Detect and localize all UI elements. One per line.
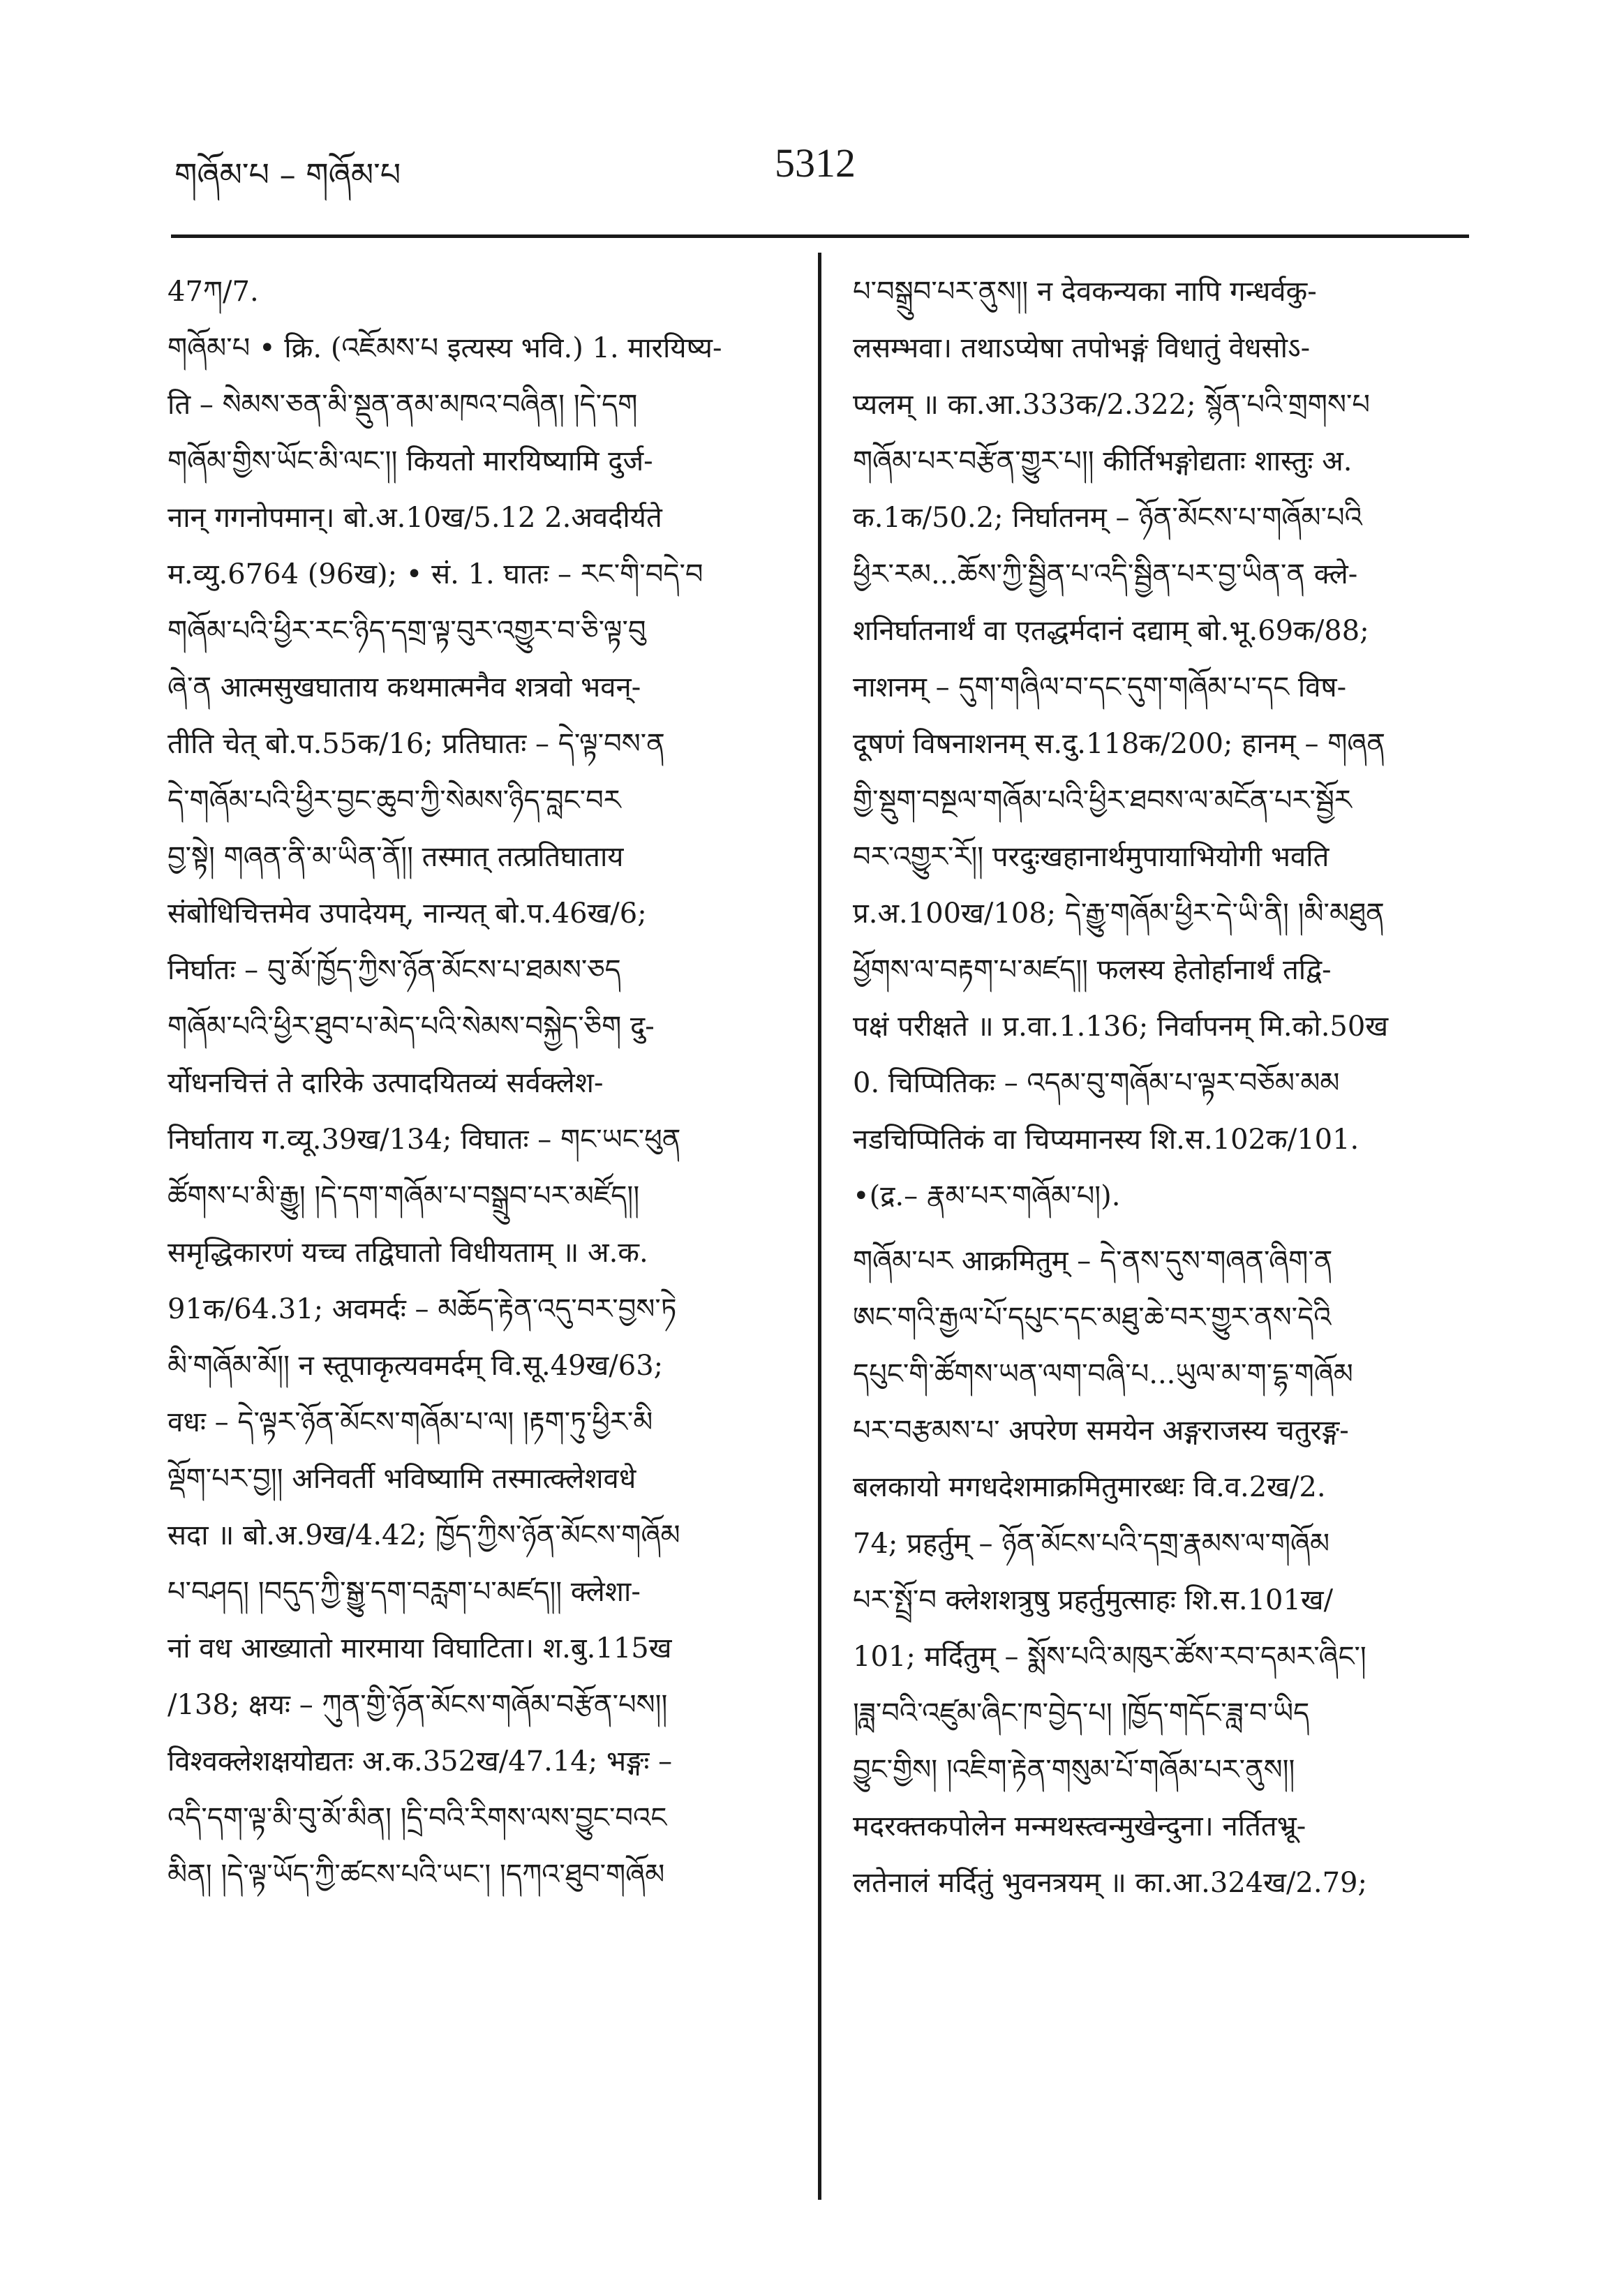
text-line: ལྡོག་པར་བྱ།། अनिवर्ती भविष्यामि तस्मात्क्लेशवधे — [167, 1463, 636, 1495]
text-line: པ་བཤད། །བདུད་ཀྱི་སྒྱུ་དག་བརླག་པ་མཛད།། क्लेशा- — [167, 1576, 641, 1608]
text-line: 0. चिप्पितिकः – འདམ་བུ་གཞོམ་པ་ལྟར་བཅོམ་མམ — [853, 1067, 1340, 1099]
text-line: པ་བསྒྲུབ་པར་ནུས།། न देवकन्यका नापि गन्धर्वकु- — [853, 276, 1317, 308]
text-line: नाशनम् – དུག་གཞིལ་བ་དང་དུག་གཞོམ་པ་དང विष- — [853, 671, 1347, 703]
text-line: དེ་གཞོམ་པའི་ཕྱིར་བྱང་ཆུབ་ཀྱི་སེམས་ཉིད་བླང་བར — [167, 784, 621, 817]
text-line: नडचिप्पितिकं वा चिप्यमानस्य शि.स.102क/101. — [853, 1124, 1359, 1156]
text-line: शनिर्घातनार्थं वा एतद्धर्मदानं दद्याम् बो.भू.69क/88; — [853, 615, 1369, 647]
text-line: 91क/64.31; अवमर्दः – མཆོད་རྟེན་འདུ་བར་བྱས་ཏེ — [167, 1293, 677, 1325]
text-line: 101; मर्दितुम् – སྨོས་པའི་མཁུར་ཚོས་རབ་དམར་ཞིང་། — [853, 1641, 1366, 1673]
running-head: གཞོམ་པ – གཞོམ་པ — [174, 156, 401, 193]
text-line: གཞོམ་པར आक्रमितुम् – དེ་ནས་དུས་གཞན་ཞིག་ན — [853, 1245, 1333, 1277]
text-line: पक्षं परीक्षते ॥ प्र.वा.1.136; निर्वापनम् मि.को.50ख — [853, 1011, 1389, 1043]
text-line: तीति चेत् बो.प.55क/16; प्रतिघातः – དེ་ལྟ་བས་ན — [167, 728, 665, 760]
text-line: वधः – དེ་ལྟར་ཉོན་མོངས་གཞོམ་པ་ལ། །རྟག་ཏུ་ཕྱིར་མི — [167, 1406, 653, 1438]
text-line: པར་བརྩམས་པ་ अपरेण समयेन अङ्गराजस्य चतुरङ्ग- — [853, 1415, 1349, 1447]
text-line: 74; प्रहर्तुम् – ཉོན་མོངས་པའི་དགྲ་རྣམས་ལ་གཞོམ — [853, 1528, 1330, 1560]
text-line: གཞོམ་པར་བརྩོན་གྱུར་པ།། कीर्तिभङ्गोद्यताः शास्तुः अ. — [853, 445, 1353, 477]
text-line: ཚོགས་པ་མི་རྒྱུ། །དེ་དག་གཞོམ་པ་བསྒྲུབ་པར་མཛོད།། — [167, 1180, 640, 1212]
text-line: འདི་དག་ལྟ་མི་བུ་མོ་མིན། །དྲི་བའི་རིགས་ལས་བྱུང་བའང — [167, 1802, 667, 1834]
text-line: ཕྱོགས་ལ་བརྟག་པ་མཛད།། फलस्य हेतोर्हानार्थं तद्वि- — [853, 954, 1332, 986]
text-line: म.व्यु.6764 (96ख); • सं. 1. घातः – རང་གི་བདེ་བ — [167, 558, 703, 590]
text-line: གཞོམ་པ • क्रि. (འཇོམས་པ इत्यस्य भवि.) 1. मारयिष्य- — [167, 332, 722, 364]
text-line: नान् गगनोपमान्। बो.अ.10ख/5.12 2.अवदीर्यते — [167, 502, 662, 534]
page-number: 5312 — [775, 140, 856, 186]
text-line: གཞོམ་གྱིས་ཡོང་མི་ལང་།། कियतो मारयिष्यामि दुर्ज- — [167, 445, 653, 477]
text-line: ཨང་གའི་རྒྱལ་པོ་དཔུང་དང་མཐུ་ཆེ་བར་གྱུར་ནས་དེའི — [853, 1302, 1332, 1334]
text-line: ཞེ་ན आत्मसुखघाताय कथमात्मनैव शत्रवो भवन्- — [167, 671, 641, 703]
header-rule — [171, 234, 1469, 238]
text-line: प्र.अ.100ख/108; དེ་རྒྱུ་གཞོམ་ཕྱིར་དེ་ཡི་ནི། །མི་མཐུན — [853, 898, 1385, 930]
text-line: लसम्भवा। तथाऽप्येषा तपोभङ्गं विधातुं वेधसोऽ- — [853, 332, 1311, 364]
text-line: བྱུང་གྱིས། །འཇིག་རྟེན་གསུམ་པོ་གཞོམ་པར་ནུས།། — [853, 1754, 1295, 1786]
text-line: दूषणं विषनाशनम् स.दु.118क/200; हानम् – གཞན — [853, 728, 1386, 760]
text-line: གཞོམ་པའི་ཕྱིར་ཐུབ་པ་མེད་པའི་སེམས་བསྐྱེད་ཅིག दु- — [167, 1011, 655, 1043]
text-line: निर्घाताय ग.व्यू.39ख/134; विघातः – གང་ཡང་ཕུན — [167, 1124, 681, 1156]
text-line: नां वध आख्यातो मारमाया विघाटिता। श.बु.115ख — [167, 1632, 672, 1664]
text-line: संबोधिचित्तमेव उपादेयम्, नान्यत् बो.प.46ख/6; — [167, 898, 647, 930]
text-line: དཔུང་གི་ཚོགས་ཡན་ལག་བཞི་པ...ཡུལ་མ་ག་དྷ་གཞོམ — [853, 1358, 1353, 1390]
text-line: པར་སྤྲོ་བ क्लेशशत्रुषु प्रहर्तुमुत्साहः शि.स.101ख/ — [853, 1584, 1334, 1616]
text-line: མི་གཞོམ་མོ།། न स्तूपाकृत्यवमर्दम् वि.सू.49ख/63; — [167, 1350, 664, 1382]
text-line: सदा ॥ बो.अ.9ख/4.42; ཁྱོད་ཀྱིས་ཉོན་མོངས་གཞོམ — [167, 1519, 680, 1551]
text-line: བྱ་སྟེ། གཞན་ནི་མ་ཡིན་ནོ།། तस्मात् तत्प्रतिघाताय — [167, 841, 624, 873]
text-line: །ཟླ་བའི་འཛུམ་ཞིང་ཁ་བྱེད་པ། །ཁྱོད་གདོང་ཟླ་བ་ཡིད — [853, 1697, 1310, 1729]
right-column — [853, 264, 1467, 1912]
text-line: མིན། །དེ་ལྟ་ཡོད་ཀྱི་ཚངས་པའི་ཡང་། །དཀའ་ཐུབ་གཞོམ — [167, 1859, 665, 1891]
text-line: ति – སེམས་ཅན་མི་སྡུན་ནམ་མཁའ་བཞིན། །དེ་དག — [167, 389, 638, 421]
text-line: क.1क/50.2; निर्घातनम् – ཉོན་མོངས་པ་གཞོམ་པའི — [853, 502, 1362, 534]
text-line: र्योधनचित्तं ते दारिके उत्पादयितव्यं सर्वक्लेश- — [167, 1067, 604, 1099]
text-line: •(द्र.– རྣམ་པར་གཞོམ་པ།). — [853, 1180, 1121, 1212]
text-line: གྱི་སྡུག་བསྔལ་གཞོམ་པའི་ཕྱིར་ཐབས་ལ་མངོན་པར་སྦྱོར — [853, 784, 1352, 817]
text-line: बलकायो मगधदेशमाक्रमितुमारब्धः वि.व.2ख/2. — [853, 1471, 1326, 1503]
text-line: བར་འགྱུར་རོ།། परदुःखहानार्थमुपायाभियोगी भवति — [853, 841, 1329, 873]
text-line: ཕྱིར་རམ...ཆོས་ཀྱི་སྦྱིན་པ་འདི་སྦྱིན་པར་བྱ་ཡིན་ན क्ले- — [853, 558, 1358, 590]
text-line: 47ཀ/7. — [167, 276, 259, 308]
left-column — [167, 264, 782, 1903]
text-line: निर्घातः – བུ་མོ་ཁྱོད་ཀྱིས་ཉོན་མོངས་པ་ཐམས་ཅད — [167, 954, 621, 986]
text-line: གཞོམ་པའི་ཕྱིར་རང་ཉིད་དགྲ་ལྟ་བུར་འགྱུར་བ་ཅི་ལྟ་བུ — [167, 615, 646, 647]
text-line: समृद्धिकारणं यच्च तद्विघातो विधीयताम् ॥ अ.क. — [167, 1237, 648, 1269]
column-divider — [818, 253, 821, 2200]
text-line: /138; क्षयः – ཀུན་གྱི་ཉོན་མོངས་གཞོམ་བརྩོན་པས།། — [167, 1689, 668, 1721]
text-line: प्यलम् ॥ का.आ.333क/2.322; སྙོན་པའི་གྲགས་པ — [853, 389, 1370, 421]
text-line: लतेनालं मर्दितुं भुवनत्रयम् ॥ का.आ.324ख/2.79; — [853, 1867, 1367, 1899]
text-line: विश्वक्लेशक्षयोद्यतः अ.क.352ख/47.14; भङ्गः – — [167, 1745, 673, 1778]
text-line: मदरक्तकपोलेन मन्मथस्त्वन्मुखेन्दुना। नर्तितभ्रू- — [853, 1810, 1306, 1842]
